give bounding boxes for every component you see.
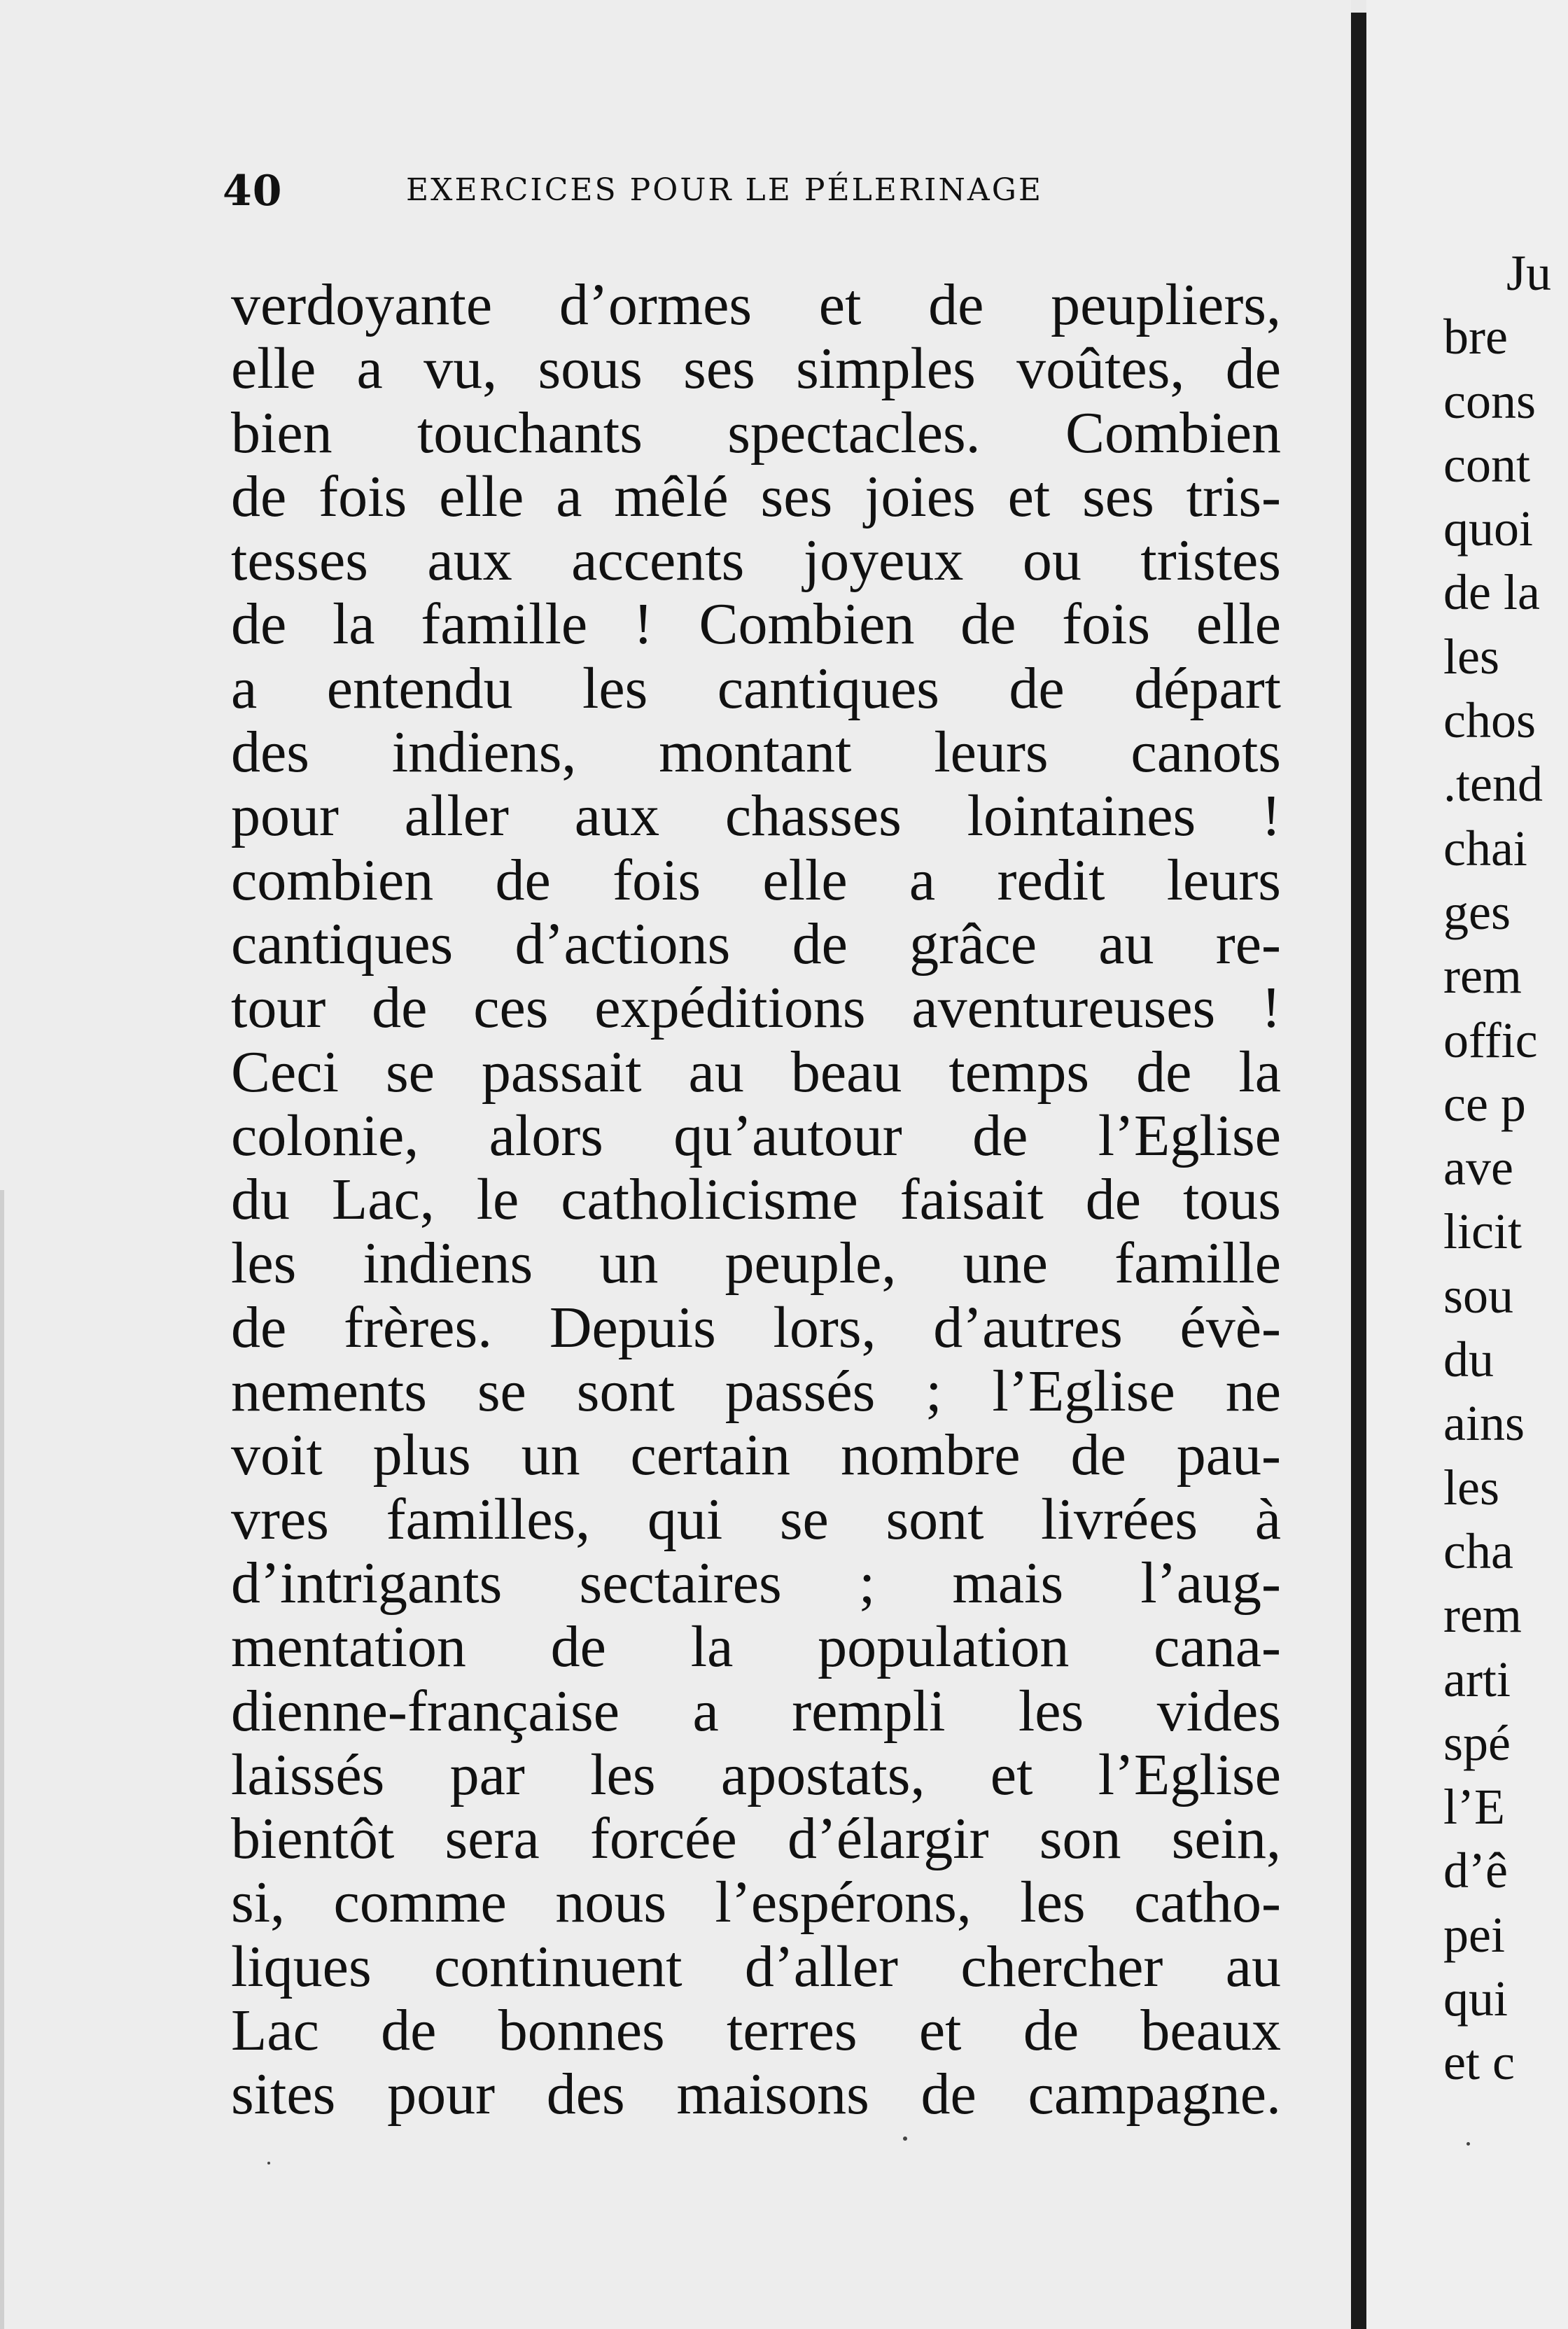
text-line: bientôt sera forcée d’élargir son sein, [231, 1806, 1281, 1872]
text-line: bien touchants spectacles. Combien [231, 400, 1281, 466]
book-gutter [1351, 13, 1366, 2329]
text-line-last: sites pour des maisons de campagne. [231, 2062, 1281, 2127]
facing-line: et c [1443, 2034, 1515, 2091]
facing-line: quoi [1443, 501, 1534, 557]
paper-speck [1466, 2142, 1470, 2146]
text-line: de fois elle a mêlé ses joies et ses tris- [231, 463, 1281, 529]
facing-line: arti [1443, 1651, 1511, 1707]
facing-line: sou [1443, 1267, 1514, 1324]
facing-line: pei [1443, 1906, 1505, 1963]
text-line: de frères. Depuis lors, d’autres évè- [231, 1294, 1281, 1360]
text-line: dienne-française a rempli les vides [231, 1678, 1281, 1744]
text-line: pour aller aux chasses lointaines ! [231, 783, 1281, 849]
text-line: des indiens, montant leurs canots [231, 720, 1281, 785]
facing-line: rem [1443, 948, 1522, 1005]
text-line: si, comme nous l’espérons, les catho- [231, 1870, 1281, 1936]
facing-line: chai [1443, 820, 1527, 876]
text-line: verdoyante d’ormes et de peupliers, [231, 272, 1281, 337]
body-text [231, 273, 1281, 2127]
facing-line: .tend [1443, 756, 1543, 813]
facing-line: offic [1443, 1012, 1538, 1068]
text-line: tour de ces expéditions aventureuses ! [231, 975, 1281, 1041]
facing-line: spé [1443, 1714, 1511, 1771]
text-line: voit plus un certain nombre de pau- [231, 1422, 1281, 1488]
facing-line: ges [1443, 883, 1511, 940]
running-title: EXERCICES POUR LE PÉLERINAGE [406, 172, 1043, 208]
facing-line: rem [1443, 1587, 1522, 1644]
text-line: les indiens un peuple, une famille [231, 1231, 1281, 1296]
running-head [223, 167, 1133, 216]
facing-line: qui [1443, 1971, 1508, 2027]
facing-line: bre [1443, 309, 1508, 365]
text-line: de la famille ! Combien de fois elle [231, 592, 1281, 657]
facing-line: Ju [1506, 245, 1552, 301]
text-line: cantiques d’actions de grâce au re- [231, 911, 1281, 977]
facing-line: les [1443, 628, 1499, 685]
paper-speck [903, 2136, 907, 2141]
text-line: du Lac, le catholicisme faisait de tous [231, 1167, 1281, 1233]
text-line: liques continuent d’aller chercher au [231, 1933, 1281, 1999]
text-line: d’intrigants sectaires ; mais l’aug- [231, 1550, 1281, 1616]
page-edge-shadow [0, 1190, 4, 2329]
text-line: laissés par les apostats, et l’Eglise [231, 1742, 1281, 1807]
facing-line: du [1443, 1331, 1494, 1388]
facing-line: ave [1443, 1140, 1513, 1196]
facing-line: ains [1443, 1395, 1525, 1452]
text-line: Lac de bonnes terres et de beaux [231, 1998, 1281, 2064]
facing-page-text [1443, 242, 1568, 2095]
facing-line: l’E [1443, 1779, 1505, 1835]
facing-line: cons [1443, 372, 1536, 429]
facing-line: ce p [1443, 1075, 1526, 1132]
facing-line: cont [1443, 436, 1530, 493]
facing-line: les [1443, 1459, 1499, 1516]
text-line: colonie, alors qu’autour de l’Eglise [231, 1103, 1281, 1168]
facing-line: cha [1443, 1523, 1513, 1579]
facing-line: d’ê [1443, 1842, 1508, 1899]
text-line: vres familles, qui se sont livrées à [231, 1486, 1281, 1552]
text-line: mentation de la population cana- [231, 1614, 1281, 1680]
text-line: combien de fois elle a redit leurs [231, 847, 1281, 913]
facing-line: chos [1443, 692, 1536, 749]
text-line: elle a vu, sous ses simples voûtes, de [231, 336, 1281, 402]
facing-line: licit [1443, 1203, 1522, 1260]
page-number: 40 [223, 167, 283, 216]
text-line: a entendu les cantiques de départ [231, 655, 1281, 721]
text-line: Ceci se passait au beau temps de la [231, 1039, 1281, 1105]
paper-speck [267, 2162, 270, 2164]
text-line: tesses aux accents joyeux ou tristes [231, 528, 1281, 594]
text-line: nements se sont passés ; l’Eglise ne [231, 1359, 1281, 1425]
facing-line: de la [1443, 564, 1540, 621]
